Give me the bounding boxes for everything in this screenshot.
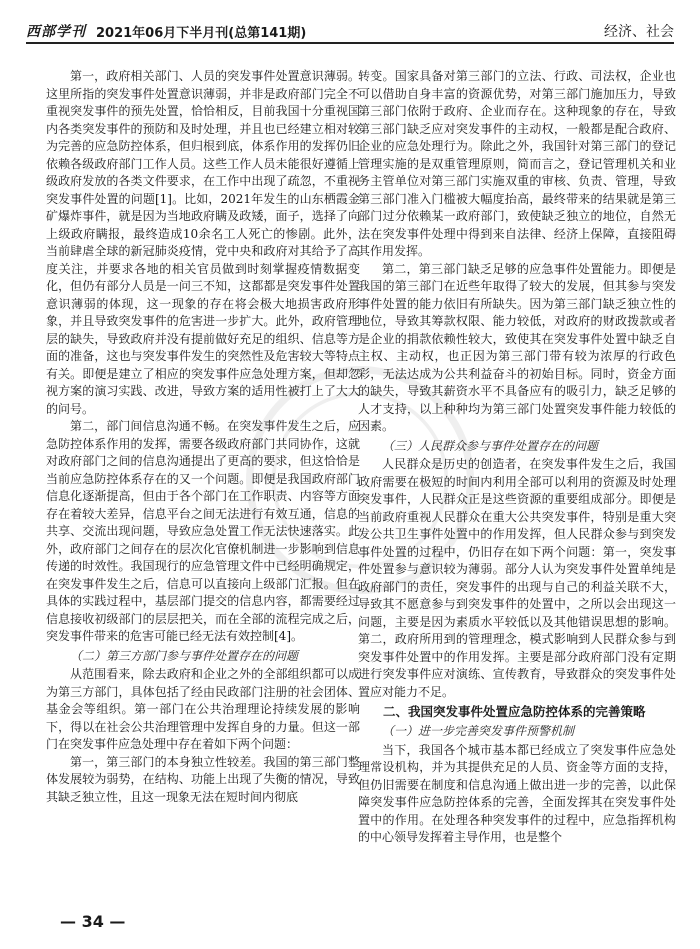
journal-logo: 西部学刊 [26, 24, 86, 40]
page-number: — 34 — [60, 912, 126, 931]
left-column [46, 68, 360, 806]
subheading-warning-mechanism: （一）进一步完善突发事件预警机制 [382, 724, 575, 738]
paragraph-communication: 第二，部门间信息沟通不畅。在突发事件发生之后，应急防控体系作用的发挥，需要各级政府部门共同协作，这就对政府部门之间的信息沟通提出了更高的要求，但这恰恰是当前应急防控体系存在的又一个问题。即便是我国政府部门信息化逐渐提高，但由于各个部门在工作职责、内容等方面存在着较大差异，信息平台之间无法进行有效互通，信息的共享、交流出现问题，导致应急处置工作无法快速落实。此外，政府部门之间存在的层次化官僚机制进一步影响到信息传递的时效性。我国现行的应急管理文件中已经明确规定，在突发事件发生之后，信息可以直接向上级部门汇报。但在具体的实践过程中，基层部门提交的信息内容，都需要经过信息接收初级部门的层层把关，而在全部的流程完成之后，突发事件带来的危害可能已经无法有效控制[4]。 [46, 419, 360, 643]
paragraph-independence: 第一，第三部门的本身独立性较差。我国的第三部门整体发展较为弱势，在结构、功能上出现了失衡的情况，导致其缺乏独立性，且这一现象无法在短时间内彻底 [46, 754, 360, 804]
paragraph-third-sector-intro: 从范围看来，除去政府和企业之外的全部组织都可以成为第三方部门，具体包括了经由民政部门注册的社会团体、基金会等组织。第一部门在公共治理理论持续发展的影响下，得以在社会公共治理管理中发挥自身的力量。但这一部门在突发事件应急处理中存在着如下两个问题： [46, 667, 360, 751]
subheading-third-sector: （二）第三方部门参与事件处置存在的问题 [70, 648, 299, 663]
right-column [358, 68, 676, 847]
section-label: 经济、社会 [604, 24, 674, 40]
paragraph-independence-cont: 转变。国家具备对第三部门的立法、行政、司法权，企业也可以借助自身丰富的资源优势，对第三部门施加压力，导致第三部门依附于政府、企业而存在。这种现象的存在，导致第三部门缺乏应对突发事件的主动权，一般都是配合政府、企业的应急处理行为。除此之外，我国针对第三部门的登记管理实施的是双重管理原则，简而言之，登记管理机关和业务主管单位对第三部门实施双重的审核、负责、管理，导致第三部门准入门槛被大幅度抬高，最终带来的结果就是第三部门过分依赖某一政府部门，致使缺乏独立的地位，自然无法在突发事件处理中得到来自法律、经济上保障，直接阻碍其作用发挥。 [358, 69, 676, 258]
section-heading-strategies: 二、我国突发事件处置应急防控体系的完善策略 [383, 704, 646, 719]
paragraph-public-participation: 人民群众是历史的创造者，在突发事件发生之后，我国政府需要在极短的时间内利用全部可以利用的资源及时处理突发事件，人民群众正是这些资源的重要组成部分。即便是当前政府重视人民群众在重大公共突发事件，特别是重大突发公共卫生事件处置中的作用发挥，但人民群众参与到突发事件处置的过程中，仍旧存在如下两个问题：第一，突发事件处置参与意识较为薄弱。部分人认为突发事件处置单纯是政府部门的责任，突发事件的出现与自己的利益关联不大，导致其不愿意参与到突发事件的处置中，之所以会出现这一问题，主要是因为素质水平较低以及其他错误思想的影响。第二，政府所用到的管理理念，模式影响到人民群众参与到突发事件处置中的作用发挥。主要是部分政府部门没有定期进行突发事件应对演练、宣传教育，导致群众的突发事件处置应对能力不足。 [358, 457, 676, 699]
paragraph-warning-mechanism: 当下，我国各个城市基本都已经成立了突发事件应急处理常设机构，并为其提供充足的人员、资金等方面的支持，但仍旧需要在制度和信息沟通上做出进一步的完善，以此保障突发事件应急防控体系的完善，全面发挥其在突发事件处置中的作用。在处理各种突发事件的过程中，应急指挥机构的中心领导发挥着主导作用，也是整个 [358, 742, 676, 844]
paragraph-capacity: 第二，第三部门缺乏足够的应急事件处置能力。即便是我国的第三部门在近些年取得了较大的发展，但其参与突发事件处置的能力依旧有所缺失。因为第三部门缺乏独立性的地位，导致其筹款权限、能力较低，对政府的财政拨款或者是企业的捐款依赖性较大，致使其在突发事件处置中缺乏自主权、主动权，也正因为第三部门带有较为浓厚的行政色彩，无法达成为公共利益奋斗的初始目标。同时，资金方面的缺失，导致其薪资水平不具备应有的吸引力，缺乏足够的人才支持，以上种种均为第三部门处置突发事件能力较低的因素。 [358, 261, 676, 433]
paragraph-awareness: 第一，政府相关部门、人员的突发事件处置意识薄弱。这里所指的突发事件处置意识薄弱，并非是政府部门完全不重视突发事件的预先处置，恰恰相反，目前我国十分重视国内各类突发事件的预防和及时处理，并且也已经建立相对较为完善的应急防控体系，但归根到底，体系作用的发挥仍旧依赖各级政府部门工作人员。这些工作人员未能很好遵循上级政府发放的各类文件要求，在工作中出现了疏忽，不重视突发事件处置的问题[1]。比如，2021年发生的山东栖霞金矿爆炸事件，就是因为当地政府瞒及政矮，面子，选择了向上级政府瞒报，最终造成10余名工人死亡的惨剧。此外，当前肆虐全球的新冠肺炎疫情，党中央和政府对其给予了高度关注，并要求各地的相关官员做到时刻掌握疫情数据变化，但仍有部分人员是一问三不知，这都都是突发事件处置意识薄弱的体现，这一现象的存在将会极大地损害政府形象，并且导致突发事件的危害进一步扩大。此外，政府管理层的缺失，导致政府并没有提前做好充足的组织、信息等方面的准备，这也与突发事件发生的突然性及危害较大等特点有关。即便是建立了相应的突发事件应急处理方案，但却忽视方案的演习实践、改进，导致方案的适用性被打上了大大的问号。 [46, 69, 360, 416]
running-header [26, 16, 674, 44]
issue-info: 2021年06月下半月刊(总第141期) [96, 26, 307, 41]
subheading-public-participation: （三）人民群众参与事件处置存在的问题 [382, 438, 599, 453]
